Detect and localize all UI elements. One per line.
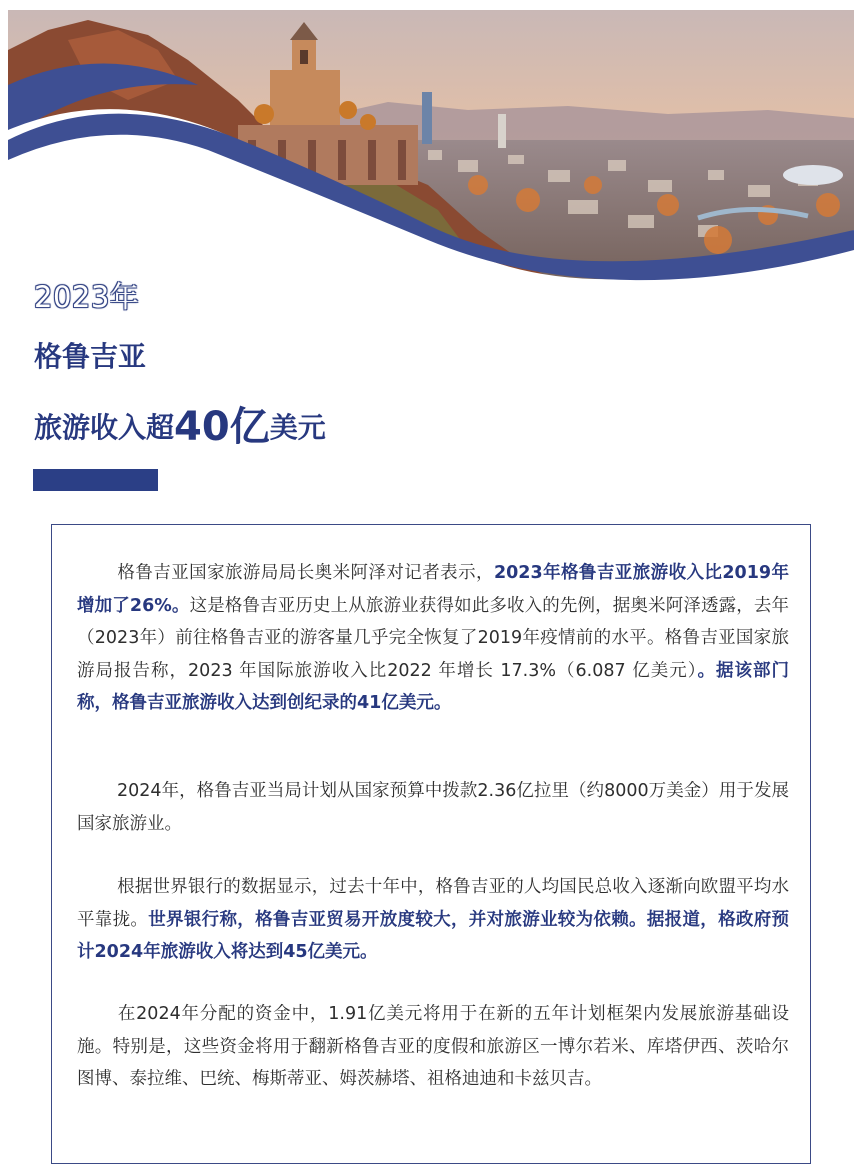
paragraph-3-text: 根据世界银行的数据显示，过去十年中，格鲁吉亚的人均国民总收入逐渐向欧盟平均水平靠拢。 xyxy=(77,877,789,930)
title-number: 40亿 xyxy=(174,404,270,450)
paragraph-2-text: 2024年，格鲁吉亚当局计划从国家预算中拨款2.36亿拉里（约8000万美金）用于发展国家旅游业。 xyxy=(77,781,789,834)
paragraph-1-text-a: 格鲁吉亚国家旅游局局长奥米阿泽对记者表示， xyxy=(117,563,494,583)
page-title-line2 xyxy=(34,395,326,452)
paragraph-3-bold: 世界银行称，格鲁吉亚贸易开放度较大，并对旅游业较为依赖。据报道，格政府预计2024年旅游收入将达到45亿美元。 xyxy=(77,909,790,962)
paragraph-1-bold-b: 。据该部门称，格鲁吉亚旅游收入达到创纪录的41亿美元。 xyxy=(77,660,789,713)
paragraph-3 xyxy=(77,871,789,969)
hero-image xyxy=(8,10,854,310)
tbilisi-city-illustration xyxy=(8,10,854,310)
paragraph-1 xyxy=(77,557,789,720)
page-title-line1: 格鲁吉亚 xyxy=(34,340,147,373)
paragraph-2 xyxy=(77,775,789,840)
paragraph-4 xyxy=(77,998,789,1096)
title-text-b: 美元 xyxy=(269,411,326,444)
header-year: 2023年 xyxy=(34,280,140,314)
title-text-a: 旅游收入超 xyxy=(34,411,175,444)
paragraph-4-text: 在2024年分配的资金中，1.91亿美元将用于在新的五年计划框架内发展旅游基础设施。特别是，这些资金将用于翻新格鲁吉亚的度假和旅游区一博尔若米、库塔伊西、茨哈尔图博、泰拉维、巴统、梅斯蒂亚、姆茨赫塔、祖格迪迪和卡兹贝吉。 xyxy=(77,1004,789,1089)
accent-bar xyxy=(33,469,158,491)
paragraph-1-bold-a: 2023年格鲁吉亚旅游收入比2019年增加了26%。 xyxy=(77,563,789,616)
paragraph-1-text-b: 这是格鲁吉亚历史上从旅游业获得如此多收入的先例，据奥米阿泽透露，去年（2023年）前往格鲁吉亚的游客量几乎完全恢复了2019年疫情前的水平。格鲁吉亚国家旅游局报告称，2023 年国际旅游收入比2022 年增长 17.3%（6.087 亿美元） xyxy=(77,595,789,681)
